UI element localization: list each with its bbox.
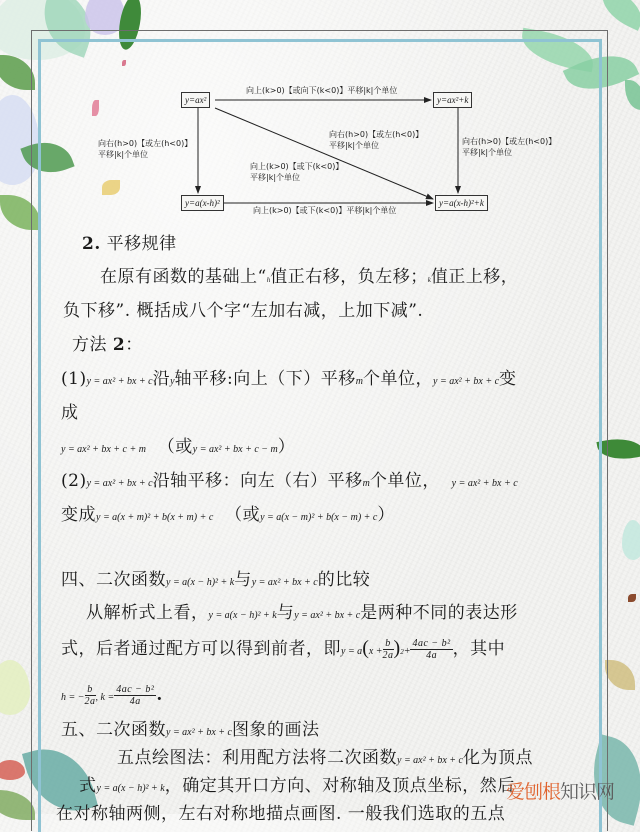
formula: y = ax² + bx + c [86, 376, 153, 387]
text: ，确定其开口方向、对称轴及顶点坐标，然后 [164, 776, 515, 796]
label-diagonal-upper-line2: 平移|k|个单位 [329, 141, 380, 150]
text: 个单位， [363, 369, 434, 389]
fraction-b-over-2a [85, 684, 96, 707]
formula: y = ax² + bx + c − m [192, 444, 278, 455]
text: 化为顶点 [463, 748, 533, 768]
method-item-2-line1 [61, 469, 518, 496]
section-5-heading [61, 718, 320, 745]
text: 变成 [61, 505, 96, 525]
section-4-paragraph-line1 [86, 601, 518, 628]
text: ） [377, 505, 395, 525]
numerator: 4ac − b² [412, 638, 451, 649]
text: 沿轴平移：向左（右）平移 [152, 471, 363, 491]
text: 与 [234, 570, 252, 590]
diagram-arrows [0, 0, 640, 240]
text: ） [277, 437, 296, 457]
site-watermark [506, 781, 614, 803]
fraction-b-over-2a [383, 638, 394, 661]
text: 沿 [152, 369, 171, 389]
label-right-arrow-line1: 向右(h>0)【或左(h<0)】 [462, 137, 557, 146]
watermark-part1: 爱刨根 [506, 781, 561, 803]
item-number: (1) [61, 369, 87, 389]
formula: y = a(x + m)² + b(x + m) + c [96, 512, 214, 523]
numerator: b [383, 638, 394, 650]
formula: y = a(x − m)² + b(x − m) + c [260, 512, 378, 523]
method-number: 2 [112, 335, 126, 355]
item-number: (2) [61, 471, 87, 491]
formula: y = ax² + bx + c [86, 478, 153, 489]
formula-box-y-a-x-minus-h-sq: y=a(x-h)² [181, 195, 224, 211]
label-diagonal-lower-line2: 平移|k|个单位 [250, 173, 301, 182]
denominator: 4a [129, 696, 141, 707]
method-item-1-line1 [61, 367, 517, 394]
denominator: 2a [84, 696, 96, 707]
text: 五、二次函数 [61, 720, 166, 740]
label-left-arrow-line2: 平移|k|个单位 [98, 150, 149, 159]
formula-box-y-ax2: y=ax² [181, 92, 210, 108]
formula-box-y-a-x-minus-h-sq-plus-k: y=a(x-h)²+k [435, 195, 488, 211]
denominator: 2a [382, 650, 394, 661]
text: 五点绘图法：利用配方法将二次函数 [117, 748, 397, 768]
formula-box-y-ax2-plus-k: y=ax²+k [433, 92, 472, 108]
text: 方法 [72, 335, 107, 355]
text: 变 [499, 369, 517, 389]
formula: y = a(x − h)² + k [166, 577, 235, 588]
method-item-2-line2 [61, 503, 395, 530]
text: 的比较 [317, 570, 371, 590]
text: 从解析式上看， [86, 603, 209, 623]
formula: y = ax² + bx + c [433, 376, 500, 387]
formula: y = ax² + bx + c [251, 577, 318, 588]
text: 四、二次函数 [61, 570, 166, 590]
text: 式 [79, 776, 97, 796]
formula: y = a(x − h)² + k [96, 783, 165, 794]
formula: y = ax² + bx + c [397, 755, 463, 766]
var-k: k [427, 276, 431, 284]
section-4-h-k-definition [61, 680, 163, 713]
formula: + [403, 646, 411, 657]
label-right-arrow-line2: 平移|k|个单位 [462, 148, 513, 157]
formula: y = ax² + bx + c + m [61, 444, 146, 455]
text: （或 [225, 505, 261, 525]
text: ： [125, 335, 143, 355]
var-m: m [362, 478, 370, 489]
denominator: 4a [426, 650, 438, 661]
numerator: b [85, 684, 96, 696]
text: ，其中 [452, 639, 506, 659]
text: 值正上移， [430, 267, 519, 287]
fraction-4ac-minus-b2-over-4a [114, 684, 156, 707]
formula: y = a(x − h)² + k [208, 610, 277, 621]
label-diagonal-lower-line1: 向上(k>0)【或下(k<0)】 [250, 162, 344, 171]
fraction-4ac-minus-b2-over-4a [410, 638, 452, 661]
text: 式，后者通过配方可以得到前者，即 [61, 639, 341, 659]
text: 图象的画法 [232, 720, 320, 740]
method-item-1-line2: 成 [61, 403, 79, 423]
section-2-heading [82, 232, 177, 256]
text: （或 [157, 437, 193, 457]
formula: y = ax² + bx + c [451, 478, 518, 489]
method-2-label [72, 333, 143, 357]
text: 是两种不同的表达形 [360, 603, 518, 623]
label-top-arrow: 向上(k>0)【或向下(k<0)】平移|k|个单位 [246, 86, 398, 95]
label-bottom-arrow: 向上(k>0)【或下(k<0)】平移|k|个单位 [253, 206, 397, 215]
section-4-heading [61, 568, 370, 595]
text: 与 [276, 603, 295, 623]
formula: y = a [341, 646, 363, 657]
heading-text: 平移规律 [106, 234, 177, 254]
text: . [156, 685, 163, 705]
numerator: 4ac − b² [116, 684, 155, 695]
text: 个单位， [369, 471, 440, 491]
heading-number: 2. [82, 234, 101, 254]
watermark-part2: 知识网 [560, 781, 615, 803]
section-5-paragraph-line3: 在对称轴两侧，左右对称地描点画图. 一般我们选取的五点 [56, 804, 506, 824]
formula: y = ax² + bx + c [294, 610, 361, 621]
formula: y = ax² + bx + c [166, 727, 232, 738]
method-item-1-result [61, 435, 295, 462]
var-m: m [355, 376, 364, 387]
formula: , k = [95, 692, 115, 703]
text: 值正右移，负左移； [270, 267, 428, 287]
text: 在原有函数的基础上“ [100, 267, 267, 287]
var-h: h [266, 276, 271, 284]
label-left-arrow-line1: 向右(h>0)【或左(h<0)】 [98, 139, 193, 148]
formula: h = − [61, 692, 85, 703]
section-2-paragraph-line2: 负下移”. 概括成八个字“左加右减，上加下减”. [63, 301, 424, 321]
text: 轴平移:向上（下）平移 [174, 369, 356, 389]
section-5-paragraph-line1 [117, 746, 533, 773]
translation-diagram [0, 0, 640, 240]
section-5-paragraph-line2 [79, 774, 515, 801]
label-diagonal-upper-line1: 向右(h>0)【或左(h<0)】 [329, 130, 424, 139]
section-2-paragraph-line1 [100, 265, 518, 292]
formula: x + [368, 646, 383, 657]
var-y: y [170, 376, 175, 387]
section-4-paragraph-line2: 式，后者通过配方可以得到前者，即y = a(x + $\frac{b}{2a}$ )2+ $\frac{\text{4ac − b²}}{4a}$ ，其中 [61, 637, 506, 661]
